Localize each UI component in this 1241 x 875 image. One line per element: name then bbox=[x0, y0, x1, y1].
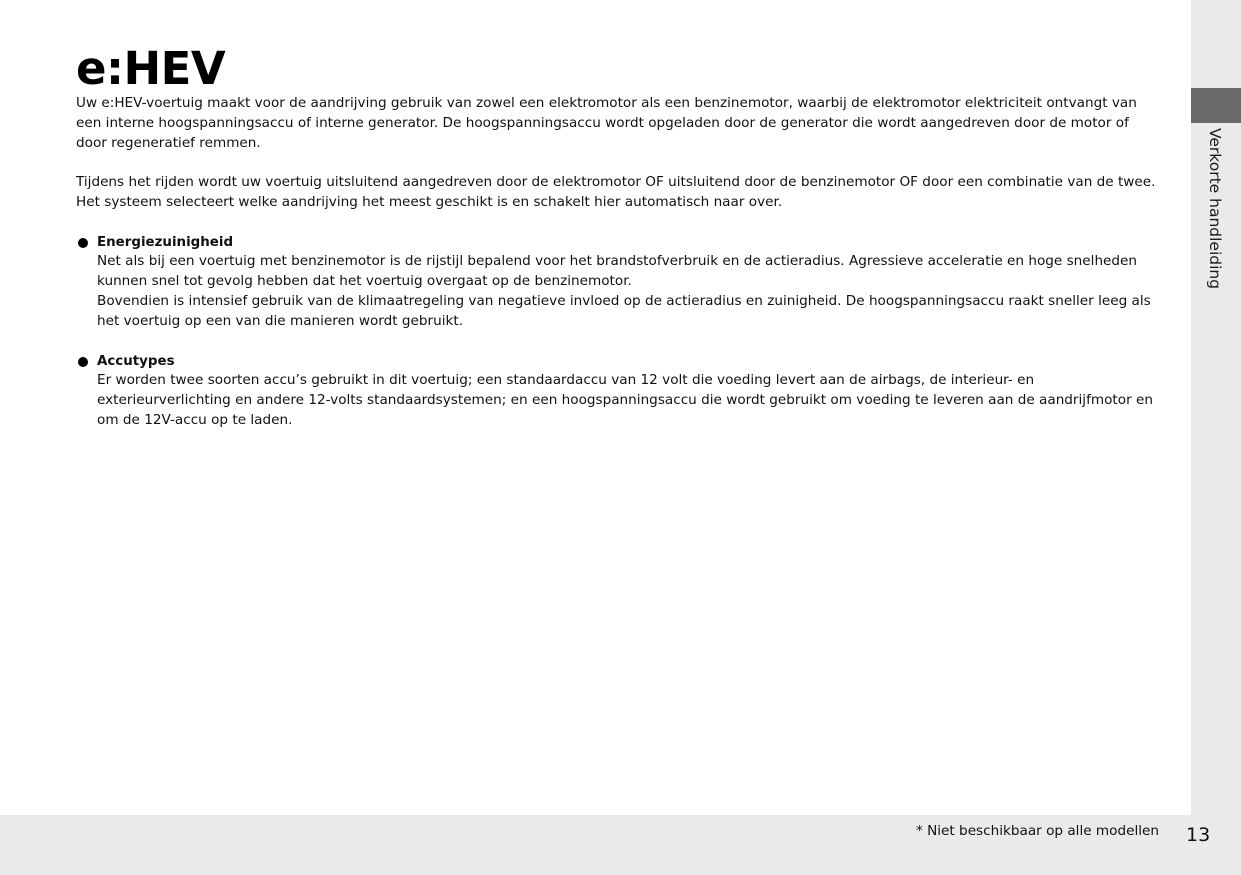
bullet-energy-efficiency bbox=[76, 233, 1158, 332]
footnote: * Niet beschikbaar op alle modellen bbox=[915, 823, 1159, 839]
chapter-side-tab[interactable] bbox=[1191, 0, 1241, 815]
page-number: 13 bbox=[1186, 824, 1211, 846]
bullet-paragraph: Bovendien is intensief gebruik van de klimaatregeling van negatieve invloed op de actieradius en zuinigheid. De hoogspanningsaccu raakt sneller leeg als het voertuig op een van die manieren wordt gebruikt. bbox=[97, 292, 1151, 329]
bullet-paragraph: Net als bij een voertuig met benzinemotor is de rijstijl bepalend voor het brandstofverbruik en de actieradius. Agressieve acceleratie en hoge snelheden kunnen snel tot gevolg hebben dat het voertuig overgaat op de benzinemotor. bbox=[97, 253, 1138, 290]
bullet-battery-types bbox=[76, 352, 1158, 431]
intro-paragraph-1: Uw e:HEV-voertuig maakt voor de aandrijving gebruik van zowel een elektromotor als een benzinemotor, waarbij de elektromotor elektriciteit ontvangt van een interne hoogspanningsaccu of interne generator. De hoogspanningsaccu wordt opgeladen door de generator die wordt aangedreven door de motor of door regeneratief remmen. bbox=[76, 95, 1137, 151]
chapter-tab-label: Verkorte handleiding bbox=[1206, 128, 1224, 290]
bullet-dot-icon bbox=[78, 238, 88, 248]
page-content bbox=[76, 94, 1158, 451]
bullet-heading: Energiezuinigheid bbox=[97, 234, 234, 250]
bullet-dot-icon bbox=[78, 357, 88, 367]
bullet-paragraph: Er worden twee soorten accu’s gebruikt in dit voertuig; een standaardaccu van 12 volt die voeding levert aan de airbags, de interieur- en exterieurverlichting en andere 12-volts standaardsystemen; en een hoogspanningsaccu die wordt gebruikt om voeding te leveren aan de aandrijfmotor en om de 12V-accu op te laden. bbox=[97, 372, 1153, 428]
page-title: e:HEV bbox=[76, 42, 226, 95]
chapter-marker bbox=[1191, 88, 1241, 123]
bullet-heading: Accutypes bbox=[97, 353, 175, 369]
intro-paragraph-2: Tijdens het rijden wordt uw voertuig uitsluitend aangedreven door de elektromotor OF uitsluitend door de benzinemotor OF door een combinatie van de twee. Het systeem selecteert welke aandrijving het meest geschikt is en schakelt hier automatisch naar over. bbox=[76, 174, 1156, 210]
